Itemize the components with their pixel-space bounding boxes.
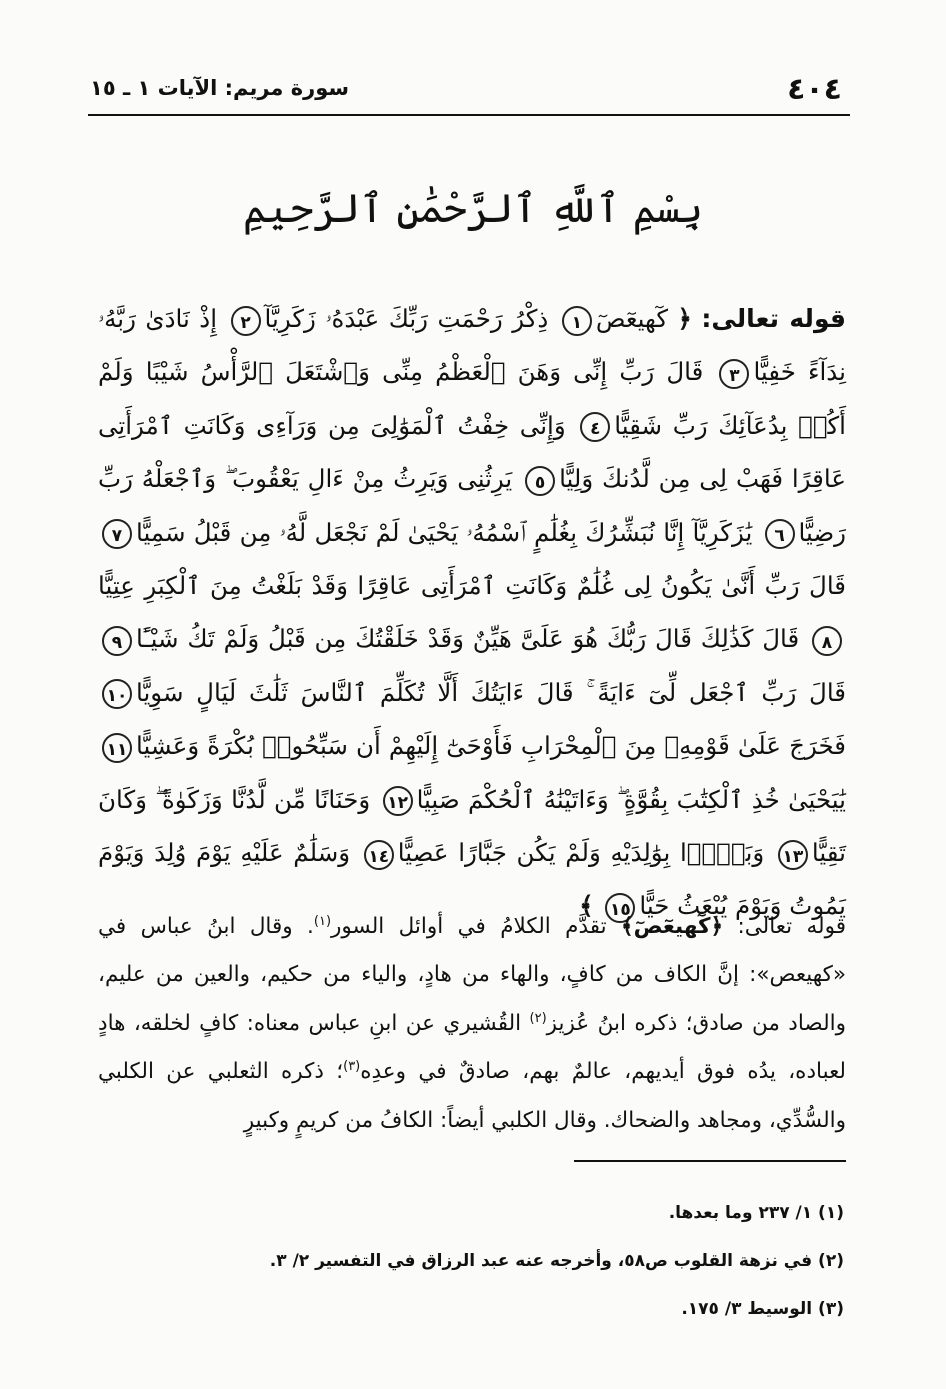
ayah-number-marker: ١٣ bbox=[778, 840, 808, 870]
footnote-item bbox=[98, 1294, 844, 1342]
commentary-text: قوله تعالى: bbox=[723, 914, 846, 939]
ayah-number-marker: ٢ bbox=[231, 306, 261, 336]
verse-text: يَٰيَحْيَىٰ خُذِ ٱلْكِتَٰبَ بِقُوَّةٍ ۖ وَءَاتَيْنَٰهُ ٱلْحُكْمَ صَبِيًّا bbox=[416, 784, 846, 814]
verse-text: إِذْ نَادَىٰ رَبَّهُۥ نِدَآءً خَفِيًّا bbox=[98, 304, 846, 387]
verse-text: فَخَرَجَ عَلَىٰ قَوْمِهِۦ مِنَ ٱلْمِحْرَابِ فَأَوْحَىٰٓ إِلَيْهِمْ أَن سَبِّحُوا۟ بُكْرَةً وَعَشِيًّا bbox=[136, 731, 846, 761]
footnote-text: في نزهة القلوب ص٥٨، وأخرجه عنه عبد الرزاق في التفسير ٢/ ٣. bbox=[269, 1251, 813, 1271]
footnote-ref: (١) bbox=[313, 913, 332, 929]
close-bracket: ﴾ bbox=[579, 891, 594, 921]
verse-text: كٓهيعٓصٓ bbox=[595, 304, 669, 333]
footnote-mark: (٣) bbox=[818, 1299, 844, 1319]
verse-text: قَالَ رَبِّ ٱجْعَل لِّىٓ ءَايَةً ۚ قَالَ ءَايَتُكَ أَلَّا تُكَلِّمَ ٱلنَّاسَ ثَلَٰثَ لَيَالٍ سَوِيًّا bbox=[136, 677, 846, 707]
ayah-number-marker: ١٥ bbox=[605, 893, 635, 923]
quran-verses bbox=[98, 292, 846, 933]
commentary-text: القُشيري عن ابنِ عباس معناه: كافٍ لخلقه، هادٍ لعباده، يدُه فوق أيديهم، عالمٌ بهم، صادقٌ في وعدِه bbox=[98, 1010, 846, 1085]
footnote-divider bbox=[574, 1160, 846, 1162]
verse-text: وَبَرًّۢا بِوَٰلِدَيْهِ وَلَمْ يَكُن جَبَّارًا عَصِيًّا bbox=[397, 838, 765, 868]
quoted-verse: ﴿كٓهيعٓصٓ﴾ bbox=[620, 914, 724, 939]
verse-text: وَإِنِّى خِفْتُ ٱلْمَوَٰلِىَ مِن وَرَآءِى وَكَانَتِ ٱمْرَأَتِى عَاقِرًا فَهَبْ لِى مِن لَّدُنكَ وَلِيًّا bbox=[98, 410, 846, 494]
page-header bbox=[88, 66, 850, 116]
verse-text: يَٰزَكَرِيَّآ إِنَّا نُبَشِّرُكَ بِغُلَٰمٍ ٱسْمُهُۥ يَحْيَىٰ لَمْ نَجْعَل لَّهُۥ مِن قَبْلُ سَمِيًّا bbox=[136, 517, 753, 547]
ayah-number-marker: ٩ bbox=[102, 626, 132, 656]
commentary-text: . وقال ابنُ عباس في «كهيعص»: إنَّ الكاف من كافٍ، والهاء من هادٍ، والياء من حكيم، والعين من عليم، والصاد من صادق؛ ذكره ابنُ عُزيز bbox=[98, 914, 846, 1036]
footnote-ref: (٣) bbox=[343, 1059, 361, 1075]
ayah-number-marker: ١ bbox=[562, 306, 592, 336]
footnote-text: الوسيط ٣/ ١٧٥. bbox=[681, 1299, 813, 1319]
ayah-number-marker: ١٤ bbox=[364, 840, 394, 870]
verses-intro: قوله تعالى: bbox=[701, 304, 846, 333]
open-bracket: ﴿ bbox=[677, 304, 692, 333]
ayah-number-marker: ١٢ bbox=[383, 786, 413, 816]
verse-text: وَحَنَانًا مِّن لَّدُنَّا وَزَكَوٰةً ۖ وَكَانَ تَقِيًّا bbox=[98, 784, 846, 868]
footnotes bbox=[98, 1198, 844, 1342]
ayah-number-marker: ٥ bbox=[525, 466, 555, 496]
commentary-paragraph bbox=[98, 903, 846, 1145]
page-number: ٤٠٤ bbox=[787, 72, 842, 107]
basmala: بِسْمِ ٱللَّهِ ٱلرَّحْمَٰنِ ٱلرَّحِيمِ bbox=[242, 186, 704, 232]
ayah-number-marker: ٧ bbox=[102, 519, 132, 549]
verse-text: يَرِثُنِى وَيَرِثُ مِنْ ءَالِ يَعْقُوبَ ۖ وَٱجْعَلْهُ رَبِّ رَضِيًّا bbox=[98, 464, 847, 547]
verse-text: قَالَ رَبِّ إِنِّى وَهَنَ ٱلْعَظْمُ مِنِّى وَٱشْتَعَلَ ٱلرَّأْسُ شَيْبًا وَلَمْ أَكُنۢ بِدُعَآئِكَ رَبِّ شَقِيًّا bbox=[98, 357, 846, 440]
footnote-mark: (٢) bbox=[818, 1251, 844, 1271]
ayah-number-marker: ٤ bbox=[580, 412, 610, 442]
verse-text: وَسَلَٰمٌ عَلَيْهِ يَوْمَ وُلِدَ وَيَوْمَ يَمُوتُ وَيَوْمَ يُبْعَثُ حَيًّا bbox=[98, 838, 846, 921]
ayah-number-marker: ١٠ bbox=[102, 679, 132, 709]
footnote-text: ١/ ٢٣٧ وما بعدها. bbox=[668, 1203, 813, 1223]
verse-text: قَالَ رَبِّ أَنَّىٰ يَكُونُ لِى غُلَٰمٌ وَكَانَتِ ٱمْرَأَتِى عَاقِرًا وَقَدْ بَلَغْتُ مِنَ ٱلْكِبَرِ عِتِيًّا bbox=[98, 571, 846, 601]
commentary-text: تقدَّم الكلامُ في أوائل السور bbox=[331, 914, 621, 939]
footnote-item bbox=[98, 1198, 844, 1246]
ayah-number-marker: ٣ bbox=[719, 359, 749, 389]
ayah-number-marker: ٦ bbox=[765, 519, 795, 549]
ayah-number-marker: ٨ bbox=[812, 626, 842, 656]
running-head: سورة مريم: الآيات ١ ـ ١٥ bbox=[90, 76, 350, 100]
footnote-item bbox=[98, 1246, 844, 1294]
verse-text: ذِكْرُ رَحْمَتِ رَبِّكَ عَبْدَهُۥ زَكَرِيَّآ bbox=[264, 304, 549, 333]
commentary-text: ؛ ذكره الثعلبي عن الكلبي والسُّدِّي، ومجاهد والضحاك. وقال الكلبي أيضاً: الكافُ من كريمٍ وكبيرٍ bbox=[98, 1059, 846, 1133]
ayah-number-marker: ١١ bbox=[102, 733, 132, 763]
footnote-mark: (١) bbox=[818, 1203, 844, 1223]
verse-text: قَالَ كَذَٰلِكَ قَالَ رَبُّكَ هُوَ عَلَىَّ هَيِّنٌ وَقَدْ خَلَقْتُكَ مِن قَبْلُ وَلَمْ تَكُ شَيْـًٔا bbox=[136, 624, 800, 654]
footnote-ref: (٢) bbox=[529, 1010, 547, 1026]
